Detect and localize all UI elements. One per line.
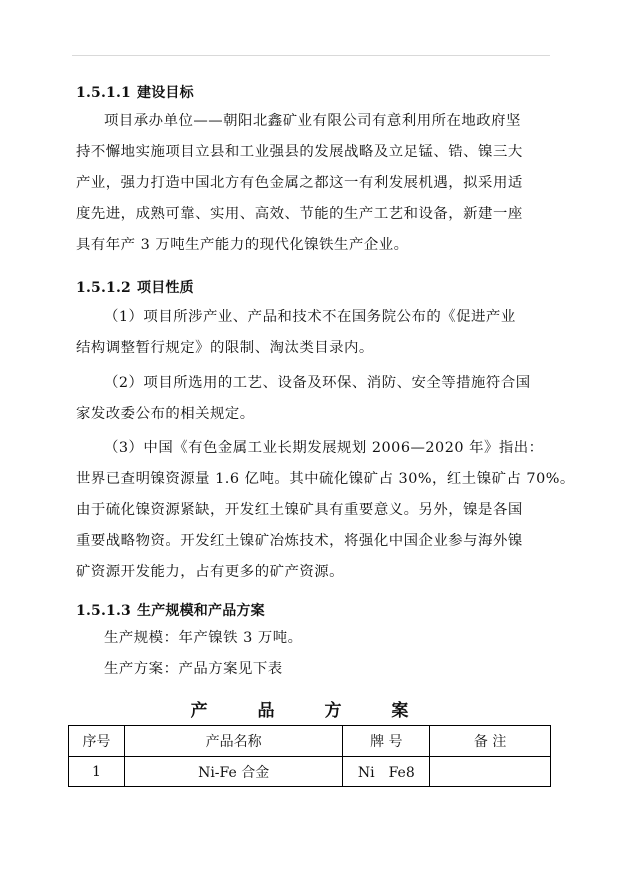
paragraph-line: （1）项目所涉产业、产品和技术不在国务院公布的《促进产业 bbox=[104, 309, 516, 325]
section-heading-2 bbox=[76, 277, 576, 297]
production-lines bbox=[76, 623, 576, 685]
section-title: 项目性质 bbox=[137, 280, 194, 296]
production-plan: 生产方案：产品方案见下表 bbox=[104, 661, 283, 677]
header-cell-remark: 备 注 bbox=[430, 726, 551, 757]
header-cell-product: 产品名称 bbox=[124, 726, 343, 757]
paragraph-line: 具有年产 3 万吨生产能力的现代化镍铁生产企业。 bbox=[76, 237, 409, 253]
paragraph-line: 世界已查明镍资源量 1.6 亿吨。其中硫化镍矿占 30%，红土镍矿占 70%。 bbox=[76, 471, 575, 487]
paragraph-nature-3 bbox=[76, 433, 576, 588]
section-number: 1.5.1.2 bbox=[76, 280, 131, 296]
paragraph-line: 度先进，成熟可靠、实用、高效、节能的生产工艺和设备，新建一座 bbox=[76, 206, 523, 222]
paragraph-line: 家发改委公布的相关规定。 bbox=[76, 406, 255, 422]
table-row bbox=[69, 757, 551, 787]
section-number: 1.5.1.1 bbox=[76, 85, 131, 101]
header-cell-grade: 牌 号 bbox=[343, 726, 430, 757]
paragraph-line: 产业，强力打造中国北方有色金属之都这一有利发展机遇，拟采用适 bbox=[76, 175, 523, 191]
table-title: 产 品 方 案 bbox=[190, 701, 431, 721]
cell-product: Ni-Fe 合金 bbox=[124, 757, 343, 787]
header-rule bbox=[72, 55, 550, 56]
section-title: 生产规模和产品方案 bbox=[137, 603, 265, 619]
paragraph-goal bbox=[76, 106, 576, 261]
paragraph-line: （3）中国《有色金属工业长期发展规划 2006—2020 年》指出： bbox=[104, 440, 544, 456]
cell-remark bbox=[430, 757, 551, 787]
paragraph-line: 结构调整暂行规定》的限制、淘汰类目录内。 bbox=[76, 340, 374, 356]
paragraph-nature-2 bbox=[76, 368, 576, 430]
cell-grade: Ni Fe8 bbox=[343, 757, 430, 787]
paragraph-nature-1 bbox=[76, 302, 576, 364]
paragraph-line: （2）项目所选用的工艺、设备及环保、消防、安全等措施符合国 bbox=[104, 375, 531, 391]
paragraph-line: 矿资源开发能力，占有更多的矿产资源。 bbox=[76, 564, 345, 580]
section-heading-1 bbox=[76, 82, 576, 102]
cell-index: 1 bbox=[69, 757, 125, 787]
table-header-row bbox=[69, 726, 551, 757]
section-heading-3 bbox=[76, 600, 576, 620]
paragraph-line: 持不懈地实施项目立县和工业强县的发展战略及立足锰、锆、镍三大 bbox=[76, 144, 523, 160]
production-scale: 生产规模：年产镍铁 3 万吨。 bbox=[104, 630, 303, 646]
header-cell-index: 序号 bbox=[69, 726, 125, 757]
product-plan-table bbox=[68, 725, 551, 787]
paragraph-line: 项目承办单位——朝阳北鑫矿业有限公司有意利用所在地政府坚 bbox=[104, 113, 521, 129]
paragraph-line: 重要战略物资。开发红土镍矿冶炼技术，将强化中国企业参与海外镍 bbox=[76, 533, 523, 549]
section-number: 1.5.1.3 bbox=[76, 603, 131, 619]
section-title: 建设目标 bbox=[137, 85, 194, 101]
paragraph-line: 由于硫化镍资源紧缺，开发红土镍矿具有重要意义。另外，镍是各国 bbox=[76, 502, 523, 518]
